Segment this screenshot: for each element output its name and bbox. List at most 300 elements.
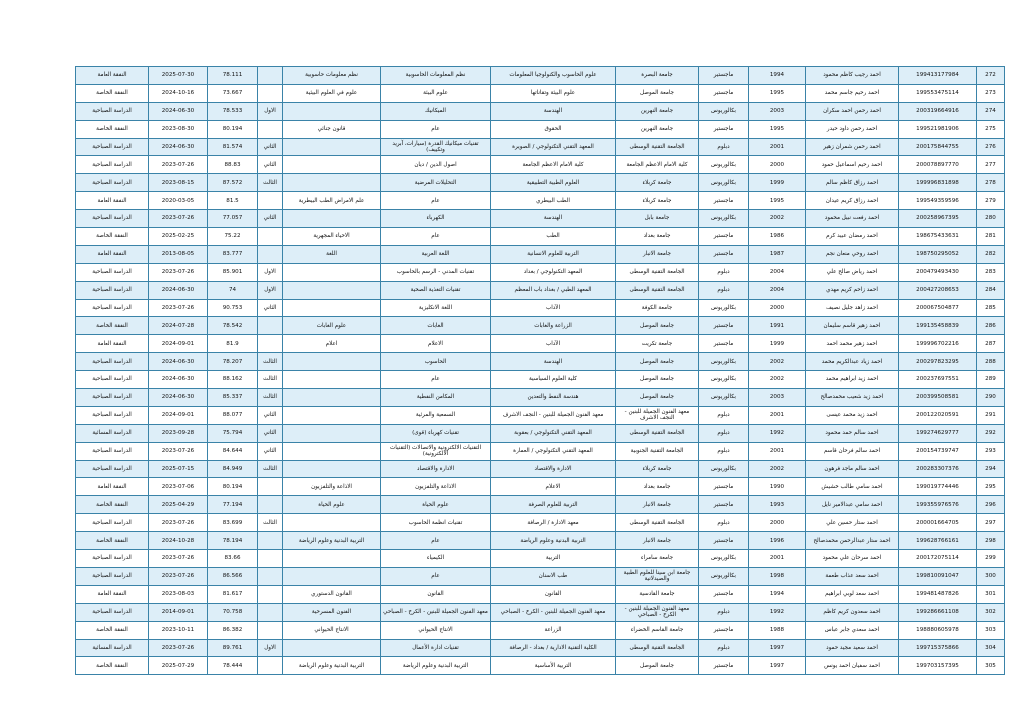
table-cell: 298 xyxy=(977,532,1005,550)
table-cell: التحليلات المرضية xyxy=(381,174,491,192)
table-row xyxy=(76,174,1005,192)
table-cell xyxy=(258,657,283,675)
table-cell: 78.444 xyxy=(208,657,258,675)
table-cell: الطب xyxy=(491,228,616,246)
table-cell: 200001664705 xyxy=(899,514,977,532)
table-cell xyxy=(258,567,283,585)
table-cell: الهندسة xyxy=(491,102,616,120)
table-cell: جامعة الموصل xyxy=(616,371,699,389)
table-cell: تقنيات التغذية الصحية xyxy=(381,281,491,299)
table-cell: احمد رحمن احمد سكران xyxy=(806,102,899,120)
table-cell: جامعة الانبار xyxy=(616,496,699,514)
table-cell: 88.83 xyxy=(208,156,258,174)
table-cell xyxy=(283,138,381,156)
table-cell xyxy=(283,281,381,299)
table-cell: الجامعة التقنية الوسطى xyxy=(616,281,699,299)
table-cell: 198880605978 xyxy=(899,621,977,639)
table-row xyxy=(76,442,1005,460)
table-cell: 2020-03-05 xyxy=(149,192,208,210)
table-cell: الدراسة الصباحية xyxy=(76,156,149,174)
table-row xyxy=(76,603,1005,621)
table-cell: التربية الأساسية xyxy=(491,657,616,675)
table-cell: 282 xyxy=(977,245,1005,263)
table-cell: 2003 xyxy=(749,102,806,120)
table-cell: 283 xyxy=(977,263,1005,281)
table-cell: الآداب xyxy=(491,335,616,353)
table-cell: 78.533 xyxy=(208,102,258,120)
table-row xyxy=(76,406,1005,424)
table-cell: 200297823295 xyxy=(899,353,977,371)
table-cell: ماجستير xyxy=(699,657,749,675)
table-cell: الهندسة xyxy=(491,210,616,228)
table-cell: 199996702216 xyxy=(899,335,977,353)
table-row xyxy=(76,550,1005,568)
table-cell: الثالث xyxy=(258,460,283,478)
table-cell: 84.949 xyxy=(208,460,258,478)
table-cell xyxy=(258,84,283,102)
table-cell: 287 xyxy=(977,335,1005,353)
table-cell xyxy=(283,210,381,228)
table-row xyxy=(76,424,1005,442)
table-row xyxy=(76,192,1005,210)
table-cell: احمد ستار حسين علي xyxy=(806,514,899,532)
table-cell: النفقة الخاصة xyxy=(76,657,149,675)
table-cell: 2023-07-26 xyxy=(149,210,208,228)
table-cell: 2023-07-26 xyxy=(149,442,208,460)
table-cell: 200479493430 xyxy=(899,263,977,281)
table-cell: احمد سعيد مجيد حمود xyxy=(806,639,899,657)
table-cell: جامعة بغداد xyxy=(616,478,699,496)
table-cell: 2025-04-29 xyxy=(149,496,208,514)
table-cell: ماجستير xyxy=(699,621,749,639)
table-cell: 1999 xyxy=(749,335,806,353)
table-cell: 198750295052 xyxy=(899,245,977,263)
table-cell: 2024-10-28 xyxy=(149,532,208,550)
table-cell: 199274629777 xyxy=(899,424,977,442)
table-cell: ماجستير xyxy=(699,192,749,210)
table-cell: الطب البيطري xyxy=(491,192,616,210)
table-cell: بكالوريوس xyxy=(699,567,749,585)
table-cell: احمد زاحم كريم مهدي xyxy=(806,281,899,299)
table-cell: 2023-07-26 xyxy=(149,263,208,281)
table-cell: تقنيات كهرباء (قوى) xyxy=(381,424,491,442)
table-cell: 86.566 xyxy=(208,567,258,585)
table-cell xyxy=(258,603,283,621)
table-row xyxy=(76,245,1005,263)
table-row xyxy=(76,532,1005,550)
table-cell: 278 xyxy=(977,174,1005,192)
table-cell: 199996831898 xyxy=(899,174,977,192)
table-cell: احمد رحمن شمران زهير xyxy=(806,138,899,156)
table-cell: الهندسة xyxy=(491,353,616,371)
table-cell: علوم الحياة xyxy=(283,496,381,514)
table-cell: 2001 xyxy=(749,442,806,460)
table-cell: علوم الحياة xyxy=(381,496,491,514)
table-cell: 1987 xyxy=(749,245,806,263)
table-cell: جامعة القاسم الخضراء xyxy=(616,621,699,639)
table-cell: جامعة كربلاء xyxy=(616,174,699,192)
table-cell: بكالوريوس xyxy=(699,353,749,371)
table-cell: 1997 xyxy=(749,657,806,675)
table-cell: 2024-06-30 xyxy=(149,138,208,156)
table-cell: 85.901 xyxy=(208,263,258,281)
table-cell: 2023-07-26 xyxy=(149,567,208,585)
table-cell: بكالوريوس xyxy=(699,174,749,192)
table-row xyxy=(76,138,1005,156)
table-cell: الدراسة الصباحية xyxy=(76,514,149,532)
table-cell: اصول الدين / ديان xyxy=(381,156,491,174)
table-cell: 2024-06-30 xyxy=(149,102,208,120)
table-row xyxy=(76,67,1005,85)
table-cell: جامعة كربلاء xyxy=(616,460,699,478)
table-cell: 1995 xyxy=(749,120,806,138)
table-cell: 2024-09-01 xyxy=(149,335,208,353)
table-cell: الاول xyxy=(258,102,283,120)
table-cell: التقنيات الالكترونية والاتصالات (التقنيات الالكترونية) xyxy=(381,442,491,460)
table-cell: 80.194 xyxy=(208,120,258,138)
table-cell: الجامعة التقنية الوسطى xyxy=(616,514,699,532)
table-cell: التربية البدنية وعلوم الرياضة xyxy=(381,657,491,675)
table-cell: 2025-07-30 xyxy=(149,67,208,85)
table-cell: 292 xyxy=(977,424,1005,442)
table-row xyxy=(76,621,1005,639)
table-cell: ماجستير xyxy=(699,585,749,603)
table-cell: التربية xyxy=(491,550,616,568)
table-cell: النفقة العامة xyxy=(76,335,149,353)
table-row xyxy=(76,281,1005,299)
table-cell: 291 xyxy=(977,406,1005,424)
table-cell: القانون xyxy=(381,585,491,603)
table-cell: احمد رحيم اسماعيل حمود xyxy=(806,156,899,174)
table-cell: عام xyxy=(381,532,491,550)
table-row xyxy=(76,102,1005,120)
table-cell: معهد الفنون الجميلة للبنين - الكرخ - الصباحي xyxy=(491,603,616,621)
table-cell: 199355976576 xyxy=(899,496,977,514)
records-sheet xyxy=(75,66,996,675)
table-cell: الاحياء المجهرية xyxy=(283,228,381,246)
table-cell: احمد سامي عبدالامير نايل xyxy=(806,496,899,514)
table-cell: 84.644 xyxy=(208,442,258,460)
table-row xyxy=(76,120,1005,138)
table-cell: 77.194 xyxy=(208,496,258,514)
table-cell: الثاني xyxy=(258,156,283,174)
table-cell: 1993 xyxy=(749,496,806,514)
table-cell: 2025-02-25 xyxy=(149,228,208,246)
table-cell: 273 xyxy=(977,84,1005,102)
table-cell: الثالث xyxy=(258,353,283,371)
table-cell: احمد رزاق كريم عيدان xyxy=(806,192,899,210)
table-cell: الكيمياء xyxy=(381,550,491,568)
table-row xyxy=(76,317,1005,335)
table-cell: احمد سالم ماجد فرهون xyxy=(806,460,899,478)
table-cell xyxy=(283,263,381,281)
table-cell: 2003 xyxy=(749,389,806,407)
table-cell: الغابات xyxy=(381,317,491,335)
table-cell: الدراسة الصباحية xyxy=(76,174,149,192)
table-cell xyxy=(258,335,283,353)
table-cell: 2024-06-30 xyxy=(149,389,208,407)
table-cell: الدراسة الصباحية xyxy=(76,138,149,156)
table-cell: الانتاج الحيواني xyxy=(283,621,381,639)
table-cell: الدراسة الصباحية xyxy=(76,406,149,424)
table-cell: احمد زهير محمد احمد xyxy=(806,335,899,353)
table-cell: النفقة الخاصة xyxy=(76,317,149,335)
table-cell: 1999 xyxy=(749,174,806,192)
table-cell xyxy=(258,621,283,639)
table-cell: 2002 xyxy=(749,460,806,478)
table-cell: جامعة الكوفة xyxy=(616,299,699,317)
table-cell: السمعية والمرئية xyxy=(381,406,491,424)
table-cell: 2023-07-26 xyxy=(149,550,208,568)
table-cell: الاذاعة والتلفزيون xyxy=(381,478,491,496)
table-cell: جامعة كربلاء xyxy=(616,192,699,210)
table-cell: 199549359596 xyxy=(899,192,977,210)
table-cell: احمد سامي طالب خشيش xyxy=(806,478,899,496)
table-row xyxy=(76,299,1005,317)
table-cell: 2023-08-03 xyxy=(149,585,208,603)
table-cell: المعهد التقني التكنولوجي / الصويرة xyxy=(491,138,616,156)
table-cell: احمد سفيان احمد يونس xyxy=(806,657,899,675)
table-cell: المعهد التقني التكنولوجي / العمارة xyxy=(491,442,616,460)
table-cell: التربية البدنية وعلوم الرياضة xyxy=(491,532,616,550)
table-cell: الثاني xyxy=(258,210,283,228)
table-cell: 2023-08-30 xyxy=(149,120,208,138)
table-cell: 1997 xyxy=(749,639,806,657)
table-cell: 290 xyxy=(977,389,1005,407)
table-cell: اعلام xyxy=(283,335,381,353)
table-cell: احمد ستار عبدالرحمن محمدصالح xyxy=(806,532,899,550)
table-cell: 2024-09-01 xyxy=(149,406,208,424)
table-cell: بكالوريوس xyxy=(699,371,749,389)
table-cell: جامعة الموصل xyxy=(616,389,699,407)
table-cell: 2023-08-15 xyxy=(149,174,208,192)
table-cell: 78.111 xyxy=(208,67,258,85)
table-cell: 75.794 xyxy=(208,424,258,442)
table-cell: الميكانيك xyxy=(381,102,491,120)
table-cell: الدراسة الصباحية xyxy=(76,567,149,585)
table-cell: دبلوم xyxy=(699,406,749,424)
table-cell: الدراسة الصباحية xyxy=(76,389,149,407)
table-cell: الدراسة الصباحية xyxy=(76,550,149,568)
table-cell xyxy=(283,514,381,532)
table-cell: 2001 xyxy=(749,406,806,424)
table-cell: 81.5 xyxy=(208,192,258,210)
table-cell: 2024-06-30 xyxy=(149,281,208,299)
table-cell: 88.162 xyxy=(208,371,258,389)
table-cell: 293 xyxy=(977,442,1005,460)
table-cell: دبلوم xyxy=(699,639,749,657)
table-cell: 78.542 xyxy=(208,317,258,335)
table-cell xyxy=(258,550,283,568)
table-cell: الدراسة المسائية xyxy=(76,424,149,442)
table-cell: الدراسة الصباحية xyxy=(76,281,149,299)
table-cell: جامعة بغداد xyxy=(616,228,699,246)
table-cell: احمد رزاق كاظم سالم xyxy=(806,174,899,192)
table-cell: ماجستير xyxy=(699,496,749,514)
table-row xyxy=(76,210,1005,228)
table-cell: علوم في العلوم البيئية xyxy=(283,84,381,102)
table-cell: 80.194 xyxy=(208,478,258,496)
table-cell xyxy=(283,299,381,317)
table-cell: 200283307376 xyxy=(899,460,977,478)
table-cell: 279 xyxy=(977,192,1005,210)
table-cell: 199715375866 xyxy=(899,639,977,657)
table-cell: عام xyxy=(381,192,491,210)
table-cell xyxy=(283,156,381,174)
table-cell: الثاني xyxy=(258,299,283,317)
table-cell: 2025-07-29 xyxy=(149,657,208,675)
table-cell: بكالوريوس xyxy=(699,460,749,478)
table-cell: 300 xyxy=(977,567,1005,585)
table-cell: معهد الفنون الجميلة للبنين - الكرخ - الصباحي xyxy=(381,603,491,621)
table-cell: 2023-07-26 xyxy=(149,639,208,657)
table-cell: 1998 xyxy=(749,567,806,585)
table-cell: 200172075114 xyxy=(899,550,977,568)
table-cell xyxy=(258,585,283,603)
table-cell: الآداب xyxy=(491,299,616,317)
table-cell: الثالث xyxy=(258,389,283,407)
table-cell: 199553475114 xyxy=(899,84,977,102)
table-cell: 77.057 xyxy=(208,210,258,228)
table-cell: طب الاسنان xyxy=(491,567,616,585)
table-cell: 78.207 xyxy=(208,353,258,371)
table-cell: 1988 xyxy=(749,621,806,639)
table-cell: الزراعة xyxy=(491,621,616,639)
table-cell xyxy=(283,406,381,424)
graduates-table xyxy=(75,66,1005,675)
table-cell: ماجستير xyxy=(699,317,749,335)
table-cell: اللغة العربية xyxy=(381,245,491,263)
table-cell: الاول xyxy=(258,639,283,657)
table-cell: الدراسة الصباحية xyxy=(76,102,149,120)
table-cell: 73.667 xyxy=(208,84,258,102)
table-cell: 200319664916 xyxy=(899,102,977,120)
table-cell: الدراسة الصباحية xyxy=(76,210,149,228)
table-cell: جامعة الموصل xyxy=(616,353,699,371)
table-cell: 2002 xyxy=(749,210,806,228)
table-cell: دبلوم xyxy=(699,263,749,281)
table-cell: احمد رياض صالح علي xyxy=(806,263,899,281)
table-cell: علوم البيئة وتقاناتها xyxy=(491,84,616,102)
table-cell: 1992 xyxy=(749,424,806,442)
table-cell: جامعة تكريت xyxy=(616,335,699,353)
table-cell: 304 xyxy=(977,639,1005,657)
table-cell: الدراسة الصباحية xyxy=(76,353,149,371)
table-cell: التربية للعلوم الصرفة xyxy=(491,496,616,514)
table-cell: 2002 xyxy=(749,353,806,371)
table-cell: 1986 xyxy=(749,228,806,246)
table-cell: 199413177984 xyxy=(899,67,977,85)
table-cell: 303 xyxy=(977,621,1005,639)
table-cell: 199286661108 xyxy=(899,603,977,621)
table-cell: 199703157395 xyxy=(899,657,977,675)
table-cell: جامعة سامراء xyxy=(616,550,699,568)
table-cell: الدراسة الصباحية xyxy=(76,299,149,317)
table-cell: جامعة الانبار xyxy=(616,245,699,263)
table-cell: 2004 xyxy=(749,263,806,281)
table-cell: 200067504877 xyxy=(899,299,977,317)
table-cell: 276 xyxy=(977,138,1005,156)
table-cell: الجامعة التقنية الوسطى xyxy=(616,263,699,281)
table-cell: المعهد التقني التكنولوجي / بعقوبة xyxy=(491,424,616,442)
table-cell: ماجستير xyxy=(699,245,749,263)
table-cell: الجامعة التقنية الوسطى xyxy=(616,138,699,156)
table-cell: 200399508581 xyxy=(899,389,977,407)
table-cell: 2024-06-30 xyxy=(149,371,208,389)
table-cell: جامعة النهرين xyxy=(616,120,699,138)
table-cell: 89.761 xyxy=(208,639,258,657)
table-cell: الثالث xyxy=(258,371,283,389)
table-cell: كلية الامام الاعظم الجامعة xyxy=(491,156,616,174)
table-cell: كلية العلوم السياسية xyxy=(491,371,616,389)
table-cell: احمد روحي منعان نجم xyxy=(806,245,899,263)
table-cell: 2000 xyxy=(749,514,806,532)
table-cell: المعهد التكنولوجي / بغداد xyxy=(491,263,616,281)
table-cell: احمد زيد شعيب محمدصالح xyxy=(806,389,899,407)
table-cell xyxy=(258,192,283,210)
table-cell: 81.574 xyxy=(208,138,258,156)
table-cell: 294 xyxy=(977,460,1005,478)
table-cell: 285 xyxy=(977,299,1005,317)
table-row xyxy=(76,514,1005,532)
table-cell: الاعلام xyxy=(491,478,616,496)
table-cell xyxy=(283,460,381,478)
table-cell: 200427208653 xyxy=(899,281,977,299)
table-cell: 78.194 xyxy=(208,532,258,550)
table-cell: الحاسوب xyxy=(381,353,491,371)
table-cell: الدراسة الصباحية xyxy=(76,371,149,389)
table-cell: 2025-07-15 xyxy=(149,460,208,478)
table-cell: 199135458839 xyxy=(899,317,977,335)
table-cell: 299 xyxy=(977,550,1005,568)
table-cell: الثاني xyxy=(258,442,283,460)
table-cell: احمد زيد ابراهيم محمد xyxy=(806,371,899,389)
table-cell: دبلوم xyxy=(699,281,749,299)
table-cell: 2024-06-30 xyxy=(149,353,208,371)
table-cell: 1990 xyxy=(749,478,806,496)
table-cell: 199628766161 xyxy=(899,532,977,550)
table-cell: 288 xyxy=(977,353,1005,371)
table-cell: معهد الفنون الجميلة للبنين - الكرخ - الصباحي xyxy=(616,603,699,621)
table-cell: 2000 xyxy=(749,299,806,317)
table-cell: 295 xyxy=(977,478,1005,496)
table-cell: 87.572 xyxy=(208,174,258,192)
table-cell: نظم المعلومات الحاسوبية xyxy=(381,67,491,85)
table-cell: 1994 xyxy=(749,585,806,603)
table-cell: 2023-07-26 xyxy=(149,299,208,317)
table-cell xyxy=(283,567,381,585)
table-cell: الاعلام xyxy=(381,335,491,353)
table-cell: احمد سعدون كريم كاظم xyxy=(806,603,899,621)
table-cell: دبلوم xyxy=(699,442,749,460)
table-cell: 200122020591 xyxy=(899,406,977,424)
table-row xyxy=(76,585,1005,603)
table-cell: جامعة القادسية xyxy=(616,585,699,603)
table-cell: احمد رحمن داود حيدر xyxy=(806,120,899,138)
table-cell: 198675433631 xyxy=(899,228,977,246)
table-cell: معهد الفنون الجميلة للبنين - النجف الاشرف xyxy=(491,406,616,424)
table-cell: بكالوريوس xyxy=(699,210,749,228)
table-row xyxy=(76,263,1005,281)
table-cell: 83.699 xyxy=(208,514,258,532)
table-cell: تقنيات ميكانيك القدرة (سيارات، آبريد وتكييف) xyxy=(381,138,491,156)
table-cell: دبلوم xyxy=(699,603,749,621)
table-cell: 199019774446 xyxy=(899,478,977,496)
table-cell: النفقة العامة xyxy=(76,478,149,496)
table-cell: المعهد الطبي / بغداد باب المعظم xyxy=(491,281,616,299)
table-cell: 86.382 xyxy=(208,621,258,639)
table-cell: الثاني xyxy=(258,406,283,424)
